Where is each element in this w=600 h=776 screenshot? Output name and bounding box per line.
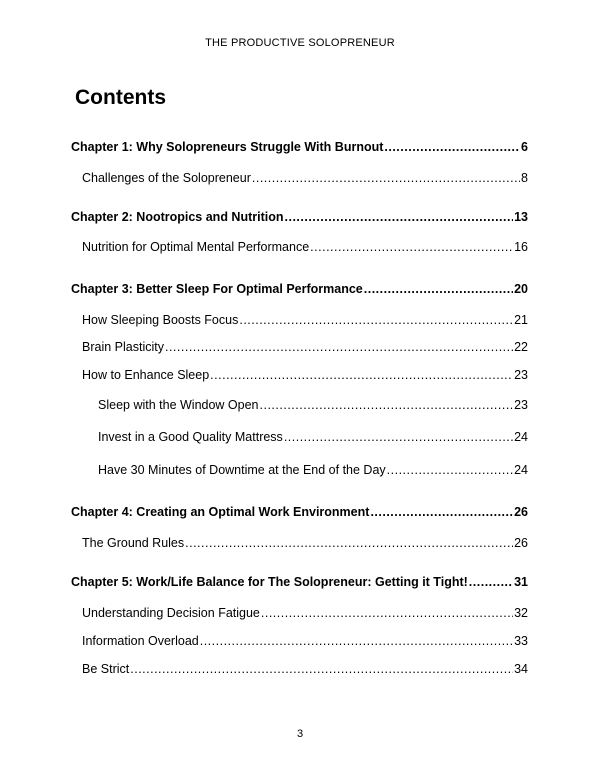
toc-entry-label: Understanding Decision Fatigue bbox=[82, 606, 260, 620]
toc-entry-label: Chapter 1: Why Solopreneurs Struggle With Burnout bbox=[71, 140, 384, 154]
toc-chapter-2[interactable] bbox=[71, 210, 528, 224]
toc-section[interactable] bbox=[82, 606, 528, 620]
toc-chapter-3[interactable] bbox=[71, 282, 528, 296]
toc-leader-dots bbox=[469, 575, 513, 589]
toc-page-number: 6 bbox=[521, 140, 528, 154]
toc-entry-label: Chapter 5: Work/Life Balance for The Solopreneur: Getting it Tight! bbox=[71, 575, 468, 589]
toc-entry-label: How to Enhance Sleep bbox=[82, 368, 210, 382]
toc-entry-label: Chapter 2: Nootropics and Nutrition bbox=[71, 210, 284, 224]
toc-leader-dots bbox=[130, 662, 513, 676]
toc-subsection[interactable] bbox=[98, 463, 528, 477]
toc-leader-dots bbox=[364, 282, 513, 296]
toc-entry-label: Invest in a Good Quality Mattress bbox=[98, 430, 283, 444]
toc-entry-label: Challenges of the Solopreneur bbox=[82, 171, 251, 185]
toc-page-number: 26 bbox=[514, 536, 528, 550]
toc-entry-label: Be Strict bbox=[82, 662, 130, 676]
toc-chapter-1[interactable] bbox=[71, 140, 528, 154]
toc-leader-dots bbox=[261, 606, 513, 620]
toc-entry-label: Chapter 3: Better Sleep For Optimal Performance bbox=[71, 282, 363, 296]
toc-section[interactable] bbox=[82, 171, 528, 185]
toc-leader-dots bbox=[239, 313, 513, 327]
running-header: THE PRODUCTIVE SOLOPRENEUR bbox=[205, 37, 395, 49]
toc-leader-dots bbox=[387, 463, 513, 477]
toc-leader-dots bbox=[310, 240, 513, 254]
toc-chapter-5[interactable] bbox=[71, 575, 528, 589]
toc-chapter-4[interactable] bbox=[71, 505, 528, 519]
toc-section[interactable] bbox=[82, 313, 528, 327]
toc-entry-label: Sleep with the Window Open bbox=[98, 398, 259, 412]
toc-page-number: 22 bbox=[514, 340, 528, 354]
toc-leader-dots bbox=[185, 536, 513, 550]
toc-page-number: 8 bbox=[521, 171, 528, 185]
toc-entry-label: Information Overload bbox=[82, 634, 199, 648]
contents-title: Contents bbox=[75, 86, 166, 109]
toc-leader-dots bbox=[260, 398, 514, 412]
toc-leader-dots bbox=[370, 505, 513, 519]
toc-section[interactable] bbox=[82, 662, 528, 676]
toc-page-number: 23 bbox=[514, 368, 528, 382]
toc-leader-dots bbox=[384, 140, 520, 154]
toc-page-number: 24 bbox=[514, 463, 528, 477]
toc-section[interactable] bbox=[82, 340, 528, 354]
toc-entry-label: How Sleeping Boosts Focus bbox=[82, 313, 239, 327]
toc-leader-dots bbox=[285, 210, 514, 224]
toc-subsection[interactable] bbox=[98, 430, 528, 444]
toc-section[interactable] bbox=[82, 368, 528, 382]
toc-page-number: 23 bbox=[514, 398, 528, 412]
toc-page-number: 33 bbox=[514, 634, 528, 648]
toc-entry-label: Brain Plasticity bbox=[82, 340, 164, 354]
toc-page-number: 26 bbox=[514, 505, 528, 519]
toc-section[interactable] bbox=[82, 634, 528, 648]
toc-leader-dots bbox=[252, 171, 520, 185]
toc-page-number: 31 bbox=[514, 575, 528, 589]
toc-page-number: 34 bbox=[514, 662, 528, 676]
toc-entry-label: Chapter 4: Creating an Optimal Work Environment bbox=[71, 505, 370, 519]
toc-entry-label: Nutrition for Optimal Mental Performance bbox=[82, 240, 310, 254]
toc-section[interactable] bbox=[82, 240, 528, 254]
toc-leader-dots bbox=[165, 340, 513, 354]
toc-section[interactable] bbox=[82, 536, 528, 550]
toc-page-number: 32 bbox=[514, 606, 528, 620]
toc-entry-label: Have 30 Minutes of Downtime at the End of the Day bbox=[98, 463, 386, 477]
toc-page-number: 21 bbox=[514, 313, 528, 327]
toc-subsection[interactable] bbox=[98, 398, 528, 412]
toc-leader-dots bbox=[284, 430, 513, 444]
toc-page-number: 24 bbox=[514, 430, 528, 444]
toc-page-number: 20 bbox=[514, 282, 528, 296]
page-number-footer: 3 bbox=[296, 728, 304, 740]
toc-entry-label: The Ground Rules bbox=[82, 536, 185, 550]
toc-page-number: 13 bbox=[514, 210, 528, 224]
toc-leader-dots bbox=[210, 368, 513, 382]
toc-page-number: 16 bbox=[514, 240, 528, 254]
toc-leader-dots bbox=[200, 634, 513, 648]
